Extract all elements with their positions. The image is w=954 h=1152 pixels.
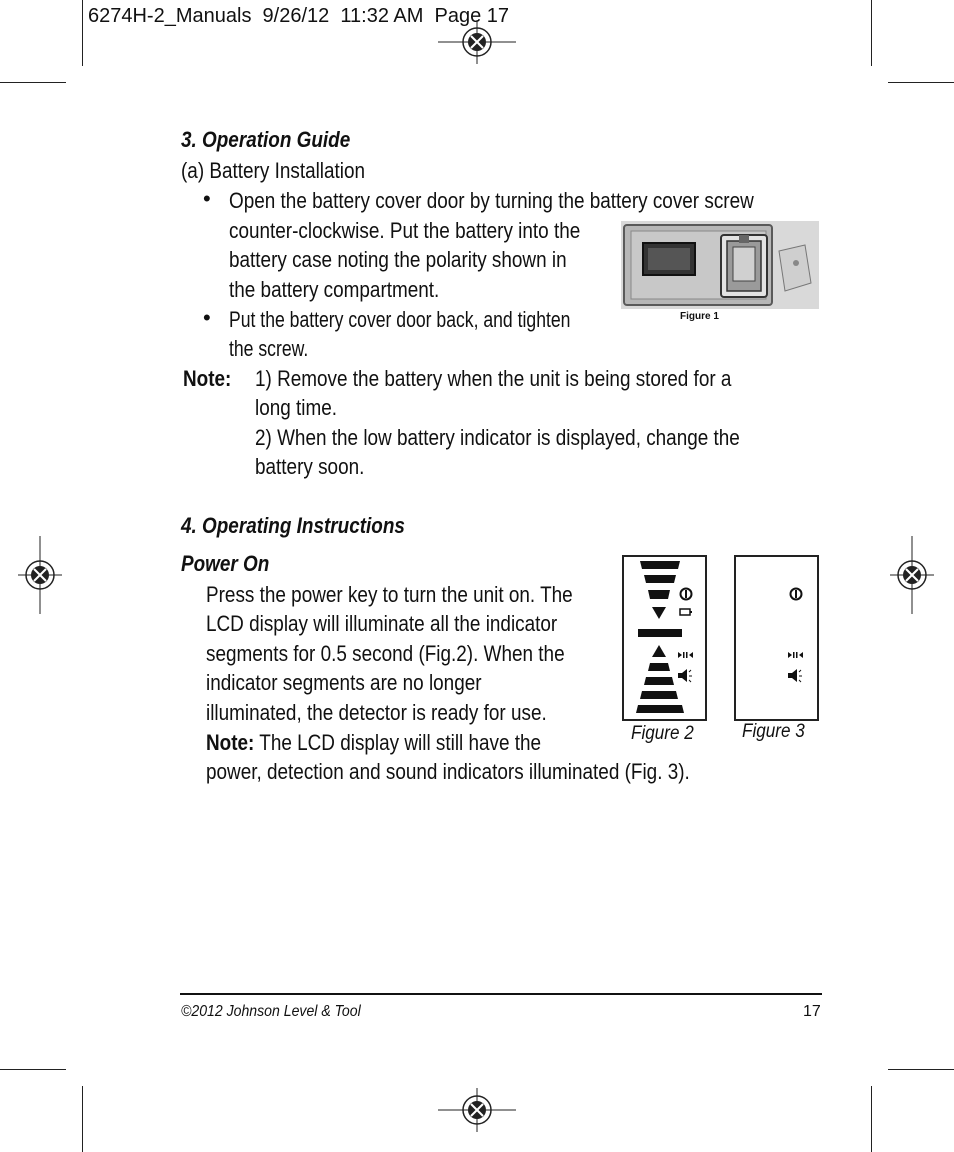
registration-mark-left-icon (18, 536, 62, 614)
figure-3-lcd-indicators (734, 555, 819, 721)
figure-2-lcd-all-segments (622, 555, 707, 721)
crop-mark-bottom-left-h (0, 1069, 66, 1070)
crop-mark-top-left-v (82, 0, 83, 66)
registration-mark-bottom-icon (438, 1088, 516, 1132)
crop-mark-bottom-right-h (888, 1069, 954, 1070)
bullet2-line2: the screw. (229, 336, 309, 361)
print-slug: 6274H-2_Manuals 9/26/12 11:32 AM Page 17 (88, 5, 510, 27)
power-on-line2: LCD display will illuminate all the indicator (206, 611, 558, 636)
registration-mark-top-icon (438, 20, 516, 64)
note-label: Note: (183, 366, 232, 391)
bullet2-line1: Put the battery cover door back, and tighten (229, 307, 571, 332)
power-on-last-line: power, detection and sound indicators illuminated (Fig. 3). (206, 759, 690, 784)
crop-mark-top-right-h (888, 82, 954, 83)
bullet-dot: • (203, 186, 211, 211)
power-on-line4: indicator segments are no longer (206, 670, 482, 695)
section-4-heading: 4. Operating Instructions (181, 513, 405, 538)
bullet-dot: • (203, 305, 211, 330)
crop-mark-top-left-h (0, 82, 66, 83)
crop-mark-bottom-left-v (82, 1086, 83, 1152)
note-line2: long time. (255, 395, 338, 420)
bullet1-line4: the battery compartment. (229, 277, 440, 302)
crop-mark-bottom-right-v (871, 1086, 872, 1152)
crop-mark-top-right-v (871, 0, 872, 66)
power-on-line5: illuminated, the detector is ready for use. (206, 700, 547, 725)
power-on-note-text: The LCD display will still have the (254, 730, 542, 755)
figure-3-caption: Figure 3 (742, 721, 805, 742)
registration-mark-right-icon (890, 536, 934, 614)
power-on-subheading: Power On (181, 551, 270, 576)
note-line1: 1) Remove the battery when the unit is being stored for a (255, 366, 732, 391)
footer-rule (180, 993, 822, 995)
footer-page-number: 17 (803, 1003, 821, 1020)
power-on-note-line (206, 728, 541, 758)
note-line3: 2) When the low battery indicator is displayed, change the (255, 425, 740, 450)
bullet1-line2: counter-clockwise. Put the battery into the (229, 218, 581, 243)
power-on-note-label: Note: (206, 730, 255, 755)
note-line4: battery soon. (255, 454, 365, 479)
figure-1-caption: Figure 1 (680, 311, 719, 322)
section-3-heading: 3. Operation Guide (181, 127, 351, 152)
bullet1-line3: battery case noting the polarity shown in (229, 247, 567, 272)
figure-1-battery-compartment-image (621, 221, 819, 309)
battery-installation-subheading: (a) Battery Installation (181, 158, 366, 183)
footer-copyright: ©2012 Johnson Level & Tool (181, 1003, 361, 1020)
power-on-line3: segments for 0.5 second (Fig.2). When the (206, 641, 565, 666)
bullet1-line1: Open the battery cover door by turning the battery cover screw (229, 188, 754, 213)
figure-2-caption: Figure 2 (631, 723, 694, 744)
power-on-line1: Press the power key to turn the unit on. The (206, 582, 573, 607)
